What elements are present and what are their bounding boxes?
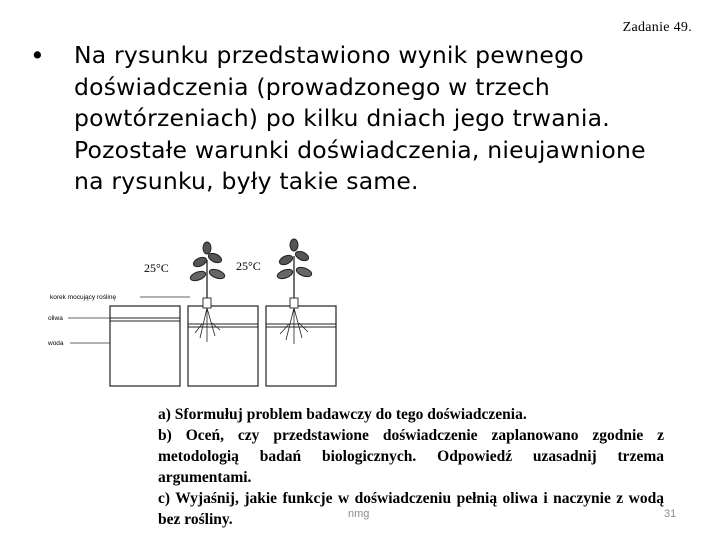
task-label: Zadanie 49. (622, 20, 692, 35)
bullet-icon: • (30, 41, 45, 70)
question-a: a) Sformułuj problem badawczy do tego doświadczenia. (158, 406, 527, 423)
footer-label: nmg (348, 508, 370, 520)
bullet-text: Na rysunku przedstawiono wynik pewnego doświadczenia (prowadzonego w trzech powtórzeniach) po kilku dniach jego trwania. Pozostałe warunki doświadczenia, nieujawnione na rysunku, były takie same. (74, 41, 646, 195)
question-c: c) Wyjaśnij, jakie funkcje w doświadczeniu pełnią oliwa i naczynie z wodą bez rośliny. (158, 490, 664, 528)
experiment-figure (40, 238, 370, 398)
label-water: woda (48, 340, 64, 347)
temperature-label-left: 25°C (144, 261, 169, 275)
page-number: 31 (664, 508, 677, 520)
container-with-plant-2 (266, 239, 336, 386)
label-cork: korek mocujący roślinę (50, 294, 117, 301)
question-b: b) Oceń, czy przedstawione doświadczenie zaplanowano zgodnie z metodologią badań biologicznych. Odpowiedź uzasadnij trzema argumentami. (158, 427, 664, 486)
container-without-plant (110, 306, 180, 386)
bullet-paragraph (30, 40, 680, 198)
label-oil: oliwa (48, 315, 63, 322)
questions-block (158, 404, 664, 530)
temperature-label-right: 25°C (236, 259, 261, 273)
